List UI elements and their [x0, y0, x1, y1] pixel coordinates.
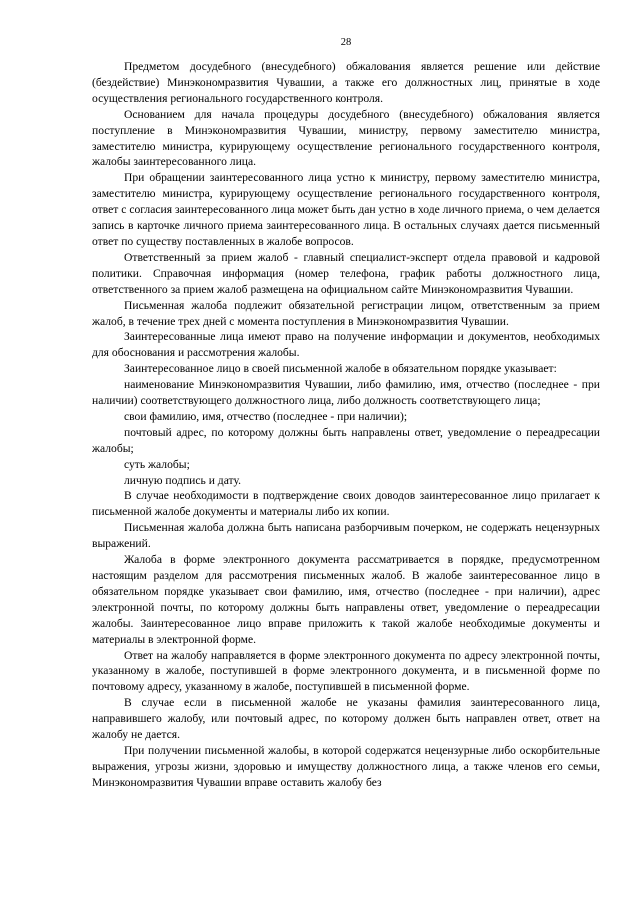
- paragraph: При получении письменной жалобы, в которой содержатся нецензурные либо оскорбительные выражения, угрозы жизни, здоровью и имуществу должностного лица, а также членов его семьи, Минэкономразвития Чувашии вправе оставить жалобу без: [92, 743, 600, 789]
- paragraph: Письменная жалоба должна быть написана разборчивым почерком, не содержать нецензурных выражений.: [92, 521, 600, 551]
- paragraph: При обращении заинтересованного лица устно к министру, первому заместителю министра, заместителю министра, курирующему осуществление регионального государственного контроля, ответ с согласия заинтересованного лица может быть дан устно в ходе личного приема, о чем делается запись в карточке личного приема заинтересованного лица. В остальных случаях дается письменный ответ по существу поставленных в жалобе вопросов.: [92, 171, 600, 248]
- list-item: свои фамилию, имя, отчество (последнее - при наличии);: [124, 409, 408, 423]
- paragraph: Ответ на жалобу направляется в форме электронного документа по адресу электронной почты, указанному в жалобе, поступившей в форме электронного документа, и в письменной форме по почтовому адресу, указанному в жалобе, поступившей в письменной форме.: [92, 648, 600, 694]
- paragraph: В случае если в письменной жалобе не указаны фамилия заинтересованного лица, направившего жалобу, или почтовый адрес, по которому должен быть направлен ответ, ответ на жалобу не дается.: [92, 696, 600, 742]
- paragraph: Предметом досудебного (внесудебного) обжалования является решение или действие (бездействие) Минэкономразвития Чувашии, а также его должностных лиц, принятые в ходе осуществления регионального государственного контроля.: [92, 60, 600, 105]
- document-body: [92, 59, 600, 791]
- list-item: суть жалобы;: [124, 457, 190, 471]
- paragraph: В случае необходимости в подтверждение своих доводов заинтересованное лицо прилагает к письменной жалобе документы и материалы либо их копии.: [92, 489, 600, 519]
- paragraph: Письменная жалоба подлежит обязательной регистрации лицом, ответственным за прием жалоб, в течение трех дней с момента поступления в Минэкономразвития Чувашии.: [92, 298, 600, 328]
- list-item: наименование Минэкономразвития Чувашии, либо фамилию, имя, отчество (последнее - при наличии) соответствующего должностного лица, либо должность соответствующего лица;: [92, 378, 600, 408]
- paragraph: Заинтересованные лица имеют право на получение информации и документов, необходимых для обоснования и рассмотрения жалобы.: [92, 330, 600, 360]
- paragraph: Основанием для начала процедуры досудебного (внесудебного) обжалования является поступление в Минэкономразвития Чувашии, министру, первому заместителю министра, заместителю министра, курирующему осуществление регионального государственного контроля, жалобы заинтересованного лица.: [92, 107, 600, 169]
- list-item: почтовый адрес, по которому должны быть направлены ответ, уведомление о переадресации жалобы;: [92, 425, 600, 455]
- paragraph: Заинтересованное лицо в своей письменной жалобе в обязательном порядке указывает:: [124, 362, 557, 376]
- list-item: личную подпись и дату.: [124, 473, 241, 487]
- paragraph: Жалоба в форме электронного документа рассматривается в порядке, предусмотренном настоящим разделом для рассмотрения письменных жалоб. В жалобе заинтересованное лицо в обязательном порядке указывает свои фамилию, имя, отчество (последнее - при наличии), адрес электронной почты, по которому должны быть направлены ответ, уведомление о переадресации жалобы. Заинтересованное лицо вправе приложить к такой жалобе необходимые документы и материалы в электронной форме.: [92, 553, 600, 646]
- paragraph: Ответственный за прием жалоб - главный специалист-эксперт отдела правовой и кадровой политики. Справочная информация (номер телефона, график работы должностного лица, ответственного за прием жалоб размещена на официальном сайте Минэкономразвития Чувашии.: [92, 250, 600, 296]
- page-number: 28: [340, 37, 352, 48]
